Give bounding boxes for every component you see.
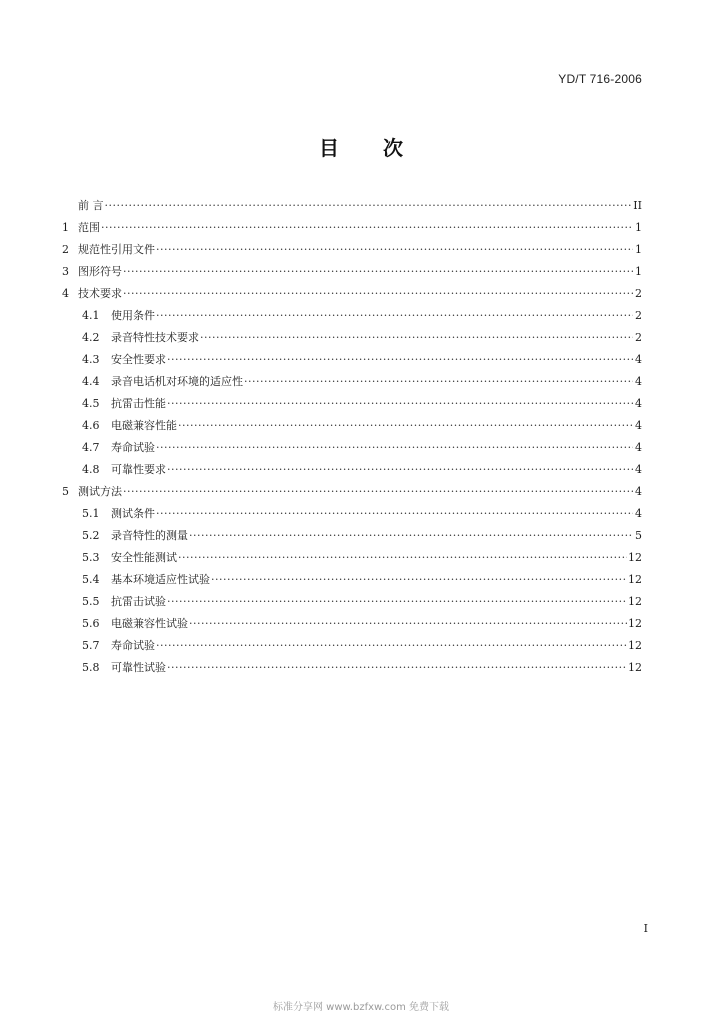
toc-leader-dots [189, 613, 627, 635]
toc-entry-page: 12 [628, 639, 642, 652]
toc-entry-page: 1 [635, 243, 642, 256]
toc-entry-page: 4 [635, 375, 642, 388]
toc-leader-dots [200, 327, 633, 349]
toc-entry-title: 测试条件 [111, 507, 155, 520]
toc-entry [62, 569, 642, 591]
toc-leader-dots [101, 217, 633, 239]
toc-leader-dots [105, 195, 633, 217]
toc-entry [62, 437, 642, 459]
toc-entry-number: 2 [62, 243, 69, 256]
toc-entry-page: 2 [635, 287, 642, 300]
toc-entry-page: 4 [635, 353, 642, 366]
toc-entry-number: 5.5 [82, 595, 100, 608]
toc-entry-number: 5.3 [82, 551, 100, 564]
toc-entry-page: 12 [628, 551, 642, 564]
toc-entry-title: 使用条件 [111, 309, 155, 322]
toc-leader-dots [167, 657, 627, 679]
toc-entry-page: 4 [635, 441, 642, 454]
toc-entry-number: 5.2 [82, 529, 100, 542]
toc-entry [62, 503, 642, 525]
footer-watermark: 标准分享网 www.bzfxw.com 免费下载 [273, 1002, 449, 1013]
toc-entry-number: 4.5 [82, 397, 100, 410]
toc-leader-dots [156, 305, 633, 327]
toc-leader-dots [211, 569, 627, 591]
toc-leader-dots [156, 503, 633, 525]
toc-entry-title: 寿命试验 [111, 441, 155, 454]
toc-entry-title: 技术要求 [78, 287, 122, 300]
toc-entry-title: 规范性引用文件 [78, 243, 155, 256]
toc-entry [62, 481, 642, 503]
toc-leader-dots [156, 437, 633, 459]
toc-entry [62, 217, 642, 239]
toc-entry-title: 可靠性试验 [111, 661, 166, 674]
toc-entry [62, 591, 642, 613]
toc-entry-number: 4.4 [82, 375, 100, 388]
toc-entry-number: 5.1 [82, 507, 100, 520]
toc-entry [62, 327, 642, 349]
toc-entry-number: 5.8 [82, 661, 100, 674]
toc-entry [62, 261, 642, 283]
toc-entry-page: II [633, 199, 642, 212]
toc-entry-page: 2 [635, 331, 642, 344]
toc-entry-title: 电磁兼容性试验 [111, 617, 188, 630]
toc-title [0, 132, 722, 161]
toc-entry [62, 283, 642, 305]
toc-entry-number: 1 [62, 221, 69, 234]
page-number: I [643, 922, 648, 935]
toc-entry-page: 12 [628, 661, 642, 674]
toc-entry-page: 12 [628, 595, 642, 608]
toc-entry-number: 4.2 [82, 331, 100, 344]
toc-leader-dots [189, 525, 633, 547]
toc-entry-page: 4 [635, 397, 642, 410]
toc-leader-dots [123, 261, 633, 283]
toc-entry-title: 图形符号 [78, 265, 122, 278]
toc-entry [62, 415, 642, 437]
toc-entry-title: 安全性要求 [111, 353, 166, 366]
toc-entry-title: 基本环境适应性试验 [111, 573, 210, 586]
toc-entry [62, 525, 642, 547]
toc-entry-page: 1 [635, 265, 642, 278]
toc-title-char-2: 次 [383, 136, 403, 160]
toc-entry-number: 5.7 [82, 639, 100, 652]
toc-entry-title: 录音特性技术要求 [111, 331, 199, 344]
toc-leader-dots [178, 547, 627, 569]
toc-title-char-1: 目 [319, 136, 339, 160]
toc-entry-number: 4.7 [82, 441, 100, 454]
document-code: YD/T 716-2006 [558, 72, 642, 86]
toc-entry-page: 4 [635, 507, 642, 520]
toc-entry-page: 4 [635, 463, 642, 476]
toc-entry-title: 安全性能测试 [111, 551, 177, 564]
toc-entry-page: 2 [635, 309, 642, 322]
toc-leader-dots [244, 371, 633, 393]
toc-leader-dots [178, 415, 633, 437]
table-of-contents [62, 195, 642, 679]
toc-entry-number: 4.3 [82, 353, 100, 366]
toc-entry-page: 12 [628, 617, 642, 630]
toc-entry [62, 635, 642, 657]
toc-entry-number: 3 [62, 265, 69, 278]
toc-entry-title: 测试方法 [78, 485, 122, 498]
toc-entry [62, 613, 642, 635]
toc-entry [62, 239, 642, 261]
toc-entry-page: 4 [635, 485, 642, 498]
toc-entry-title: 抗雷击试验 [111, 595, 166, 608]
toc-entry [62, 393, 642, 415]
toc-leader-dots [167, 393, 633, 415]
toc-entry [62, 547, 642, 569]
toc-entry-number: 4 [62, 287, 69, 300]
toc-entry-title: 电磁兼容性能 [111, 419, 177, 432]
toc-entry-page: 4 [635, 419, 642, 432]
toc-leader-dots [123, 481, 633, 503]
toc-entry-title: 录音电话机对环境的适应性 [111, 375, 243, 388]
toc-entry [62, 371, 642, 393]
toc-entry-number: 5.4 [82, 573, 100, 586]
toc-leader-dots [156, 239, 633, 261]
toc-entry-number: 5 [62, 485, 69, 498]
toc-entry-number: 5.6 [82, 617, 100, 630]
toc-entry-page: 5 [635, 529, 642, 542]
toc-entry [62, 459, 642, 481]
toc-entry-number: 4.1 [82, 309, 100, 322]
toc-entry [62, 349, 642, 371]
toc-entry-number: 4.8 [82, 463, 100, 476]
toc-leader-dots [167, 459, 633, 481]
toc-entry-title: 可靠性要求 [111, 463, 166, 476]
toc-entry-title: 前 言 [78, 199, 104, 212]
toc-entry-title: 抗雷击性能 [111, 397, 166, 410]
toc-entry [62, 657, 642, 679]
toc-leader-dots [156, 635, 627, 657]
toc-leader-dots [123, 283, 633, 305]
toc-entry-number: 4.6 [82, 419, 100, 432]
toc-entry-title: 寿命试验 [111, 639, 155, 652]
toc-entry-page: 1 [635, 221, 642, 234]
toc-leader-dots [167, 591, 627, 613]
toc-leader-dots [167, 349, 633, 371]
toc-entry [62, 305, 642, 327]
toc-entry [62, 195, 642, 217]
toc-entry-page: 12 [628, 573, 642, 586]
toc-entry-title: 录音特性的测量 [111, 529, 188, 542]
toc-entry-title: 范围 [78, 221, 100, 234]
